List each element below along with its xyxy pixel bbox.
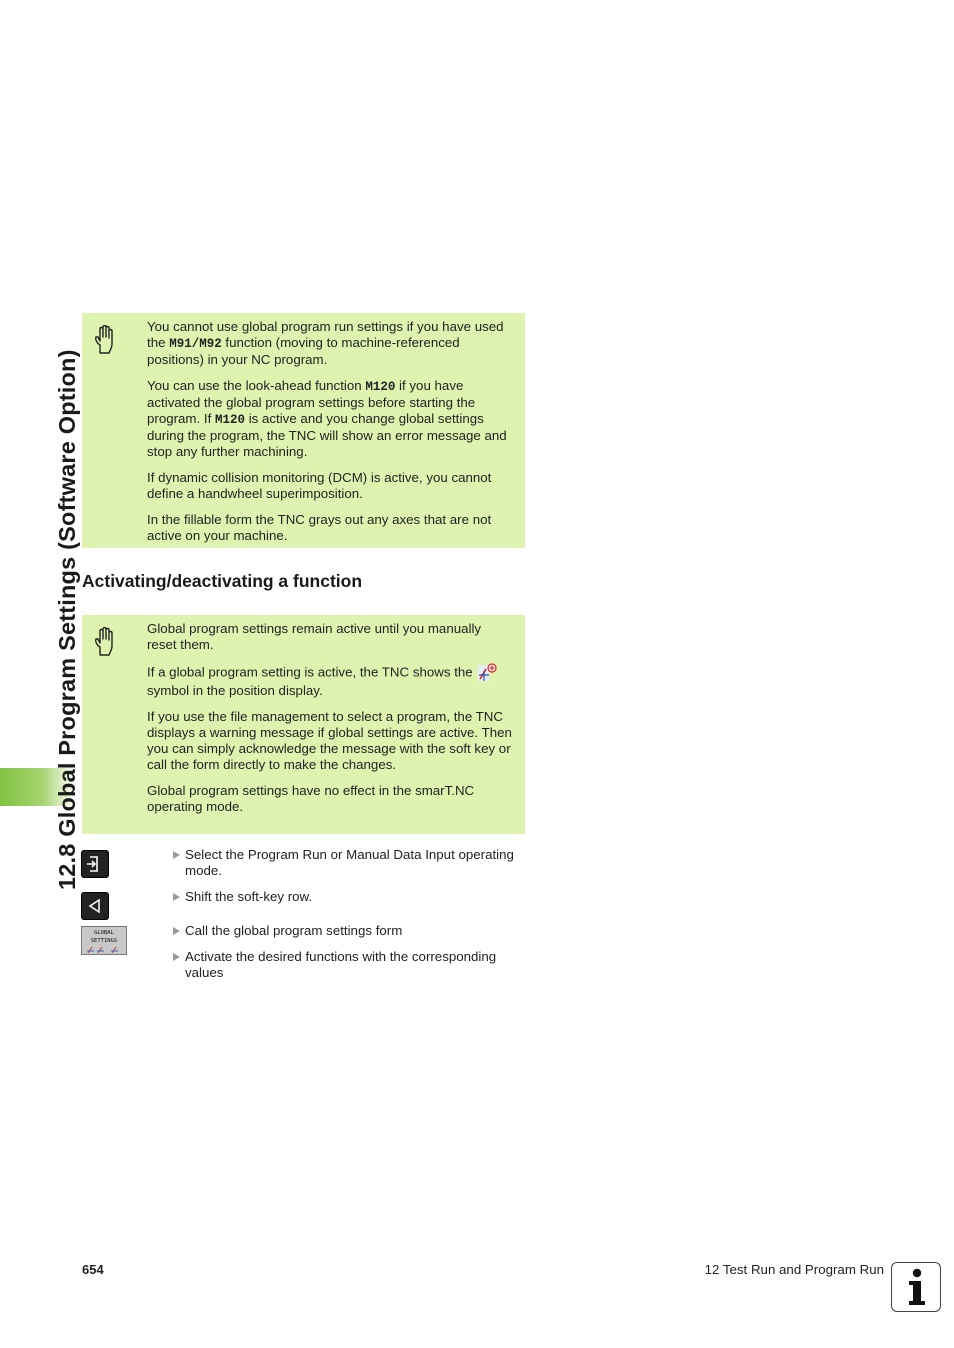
note-paragraph: You cannot use global program run settings if you have used the M91/M92 function (moving to machine-referenced positions) in your NC program. [147, 319, 504, 367]
note-paragraph: Global program settings have no effect in the smarT.NC operating mode. [147, 783, 475, 814]
chapter-footer-title: 12 Test Run and Program Run [704, 1262, 884, 1277]
softkey-axis-icons [86, 945, 124, 954]
note-box-restrictions [82, 313, 525, 548]
hand-pointing-icon [92, 325, 116, 355]
step-item: Select the Program Run or Manual Data Input operating mode. [172, 847, 527, 879]
note-paragraph: If you use the file management to select a program, the TNC displays a warning message if global settings are active. Then you can simply acknowledge the message with the soft key or call the form directly to make the changes. [147, 709, 512, 772]
hand-pointing-icon [92, 627, 116, 657]
page-number: 654 [82, 1262, 104, 1277]
step-item: Activate the desired functions with the corresponding values [172, 949, 527, 981]
bullet-triangle-icon [173, 893, 180, 901]
note-box-activation-info [82, 615, 525, 834]
info-icon [891, 1262, 941, 1312]
chapter-section-title: 12.8 Global Program Settings (Software Option) [54, 349, 80, 890]
bullet-triangle-icon [173, 953, 180, 961]
note-paragraph: In the fillable form the TNC grays out any axes that are not active on your machine. [147, 512, 492, 543]
note-paragraph: You can use the look-ahead function M120 if you have activated the global program settings before starting the program. If M120 is active and you change global settings during the program, the TNC will show an error message and stop any further machining. [147, 378, 507, 459]
program-run-key-icon [81, 850, 109, 878]
softkey-label-line2: SETTINGS [90, 938, 118, 944]
step-item: Shift the soft-key row. [172, 889, 527, 905]
bullet-triangle-icon [173, 927, 180, 935]
section-heading: Activating/deactivating a function [82, 571, 363, 591]
softkey-label-line1: GLOBAL [94, 930, 114, 936]
step-item: Call the global program settings form [172, 923, 527, 939]
note-paragraph: Global program settings remain active until you manually reset them. [147, 621, 482, 652]
note-paragraph: If a global program setting is active, the TNC shows thesymbol in the position display. [147, 663, 513, 699]
note-paragraph: If dynamic collision monitoring (DCM) is active, you cannot define a handwheel superimposition. [147, 470, 492, 501]
global-settings-symbol-icon [477, 663, 497, 683]
global-settings-softkey [81, 926, 127, 955]
shift-softkey-row-icon [81, 892, 109, 920]
bullet-triangle-icon [173, 851, 180, 859]
